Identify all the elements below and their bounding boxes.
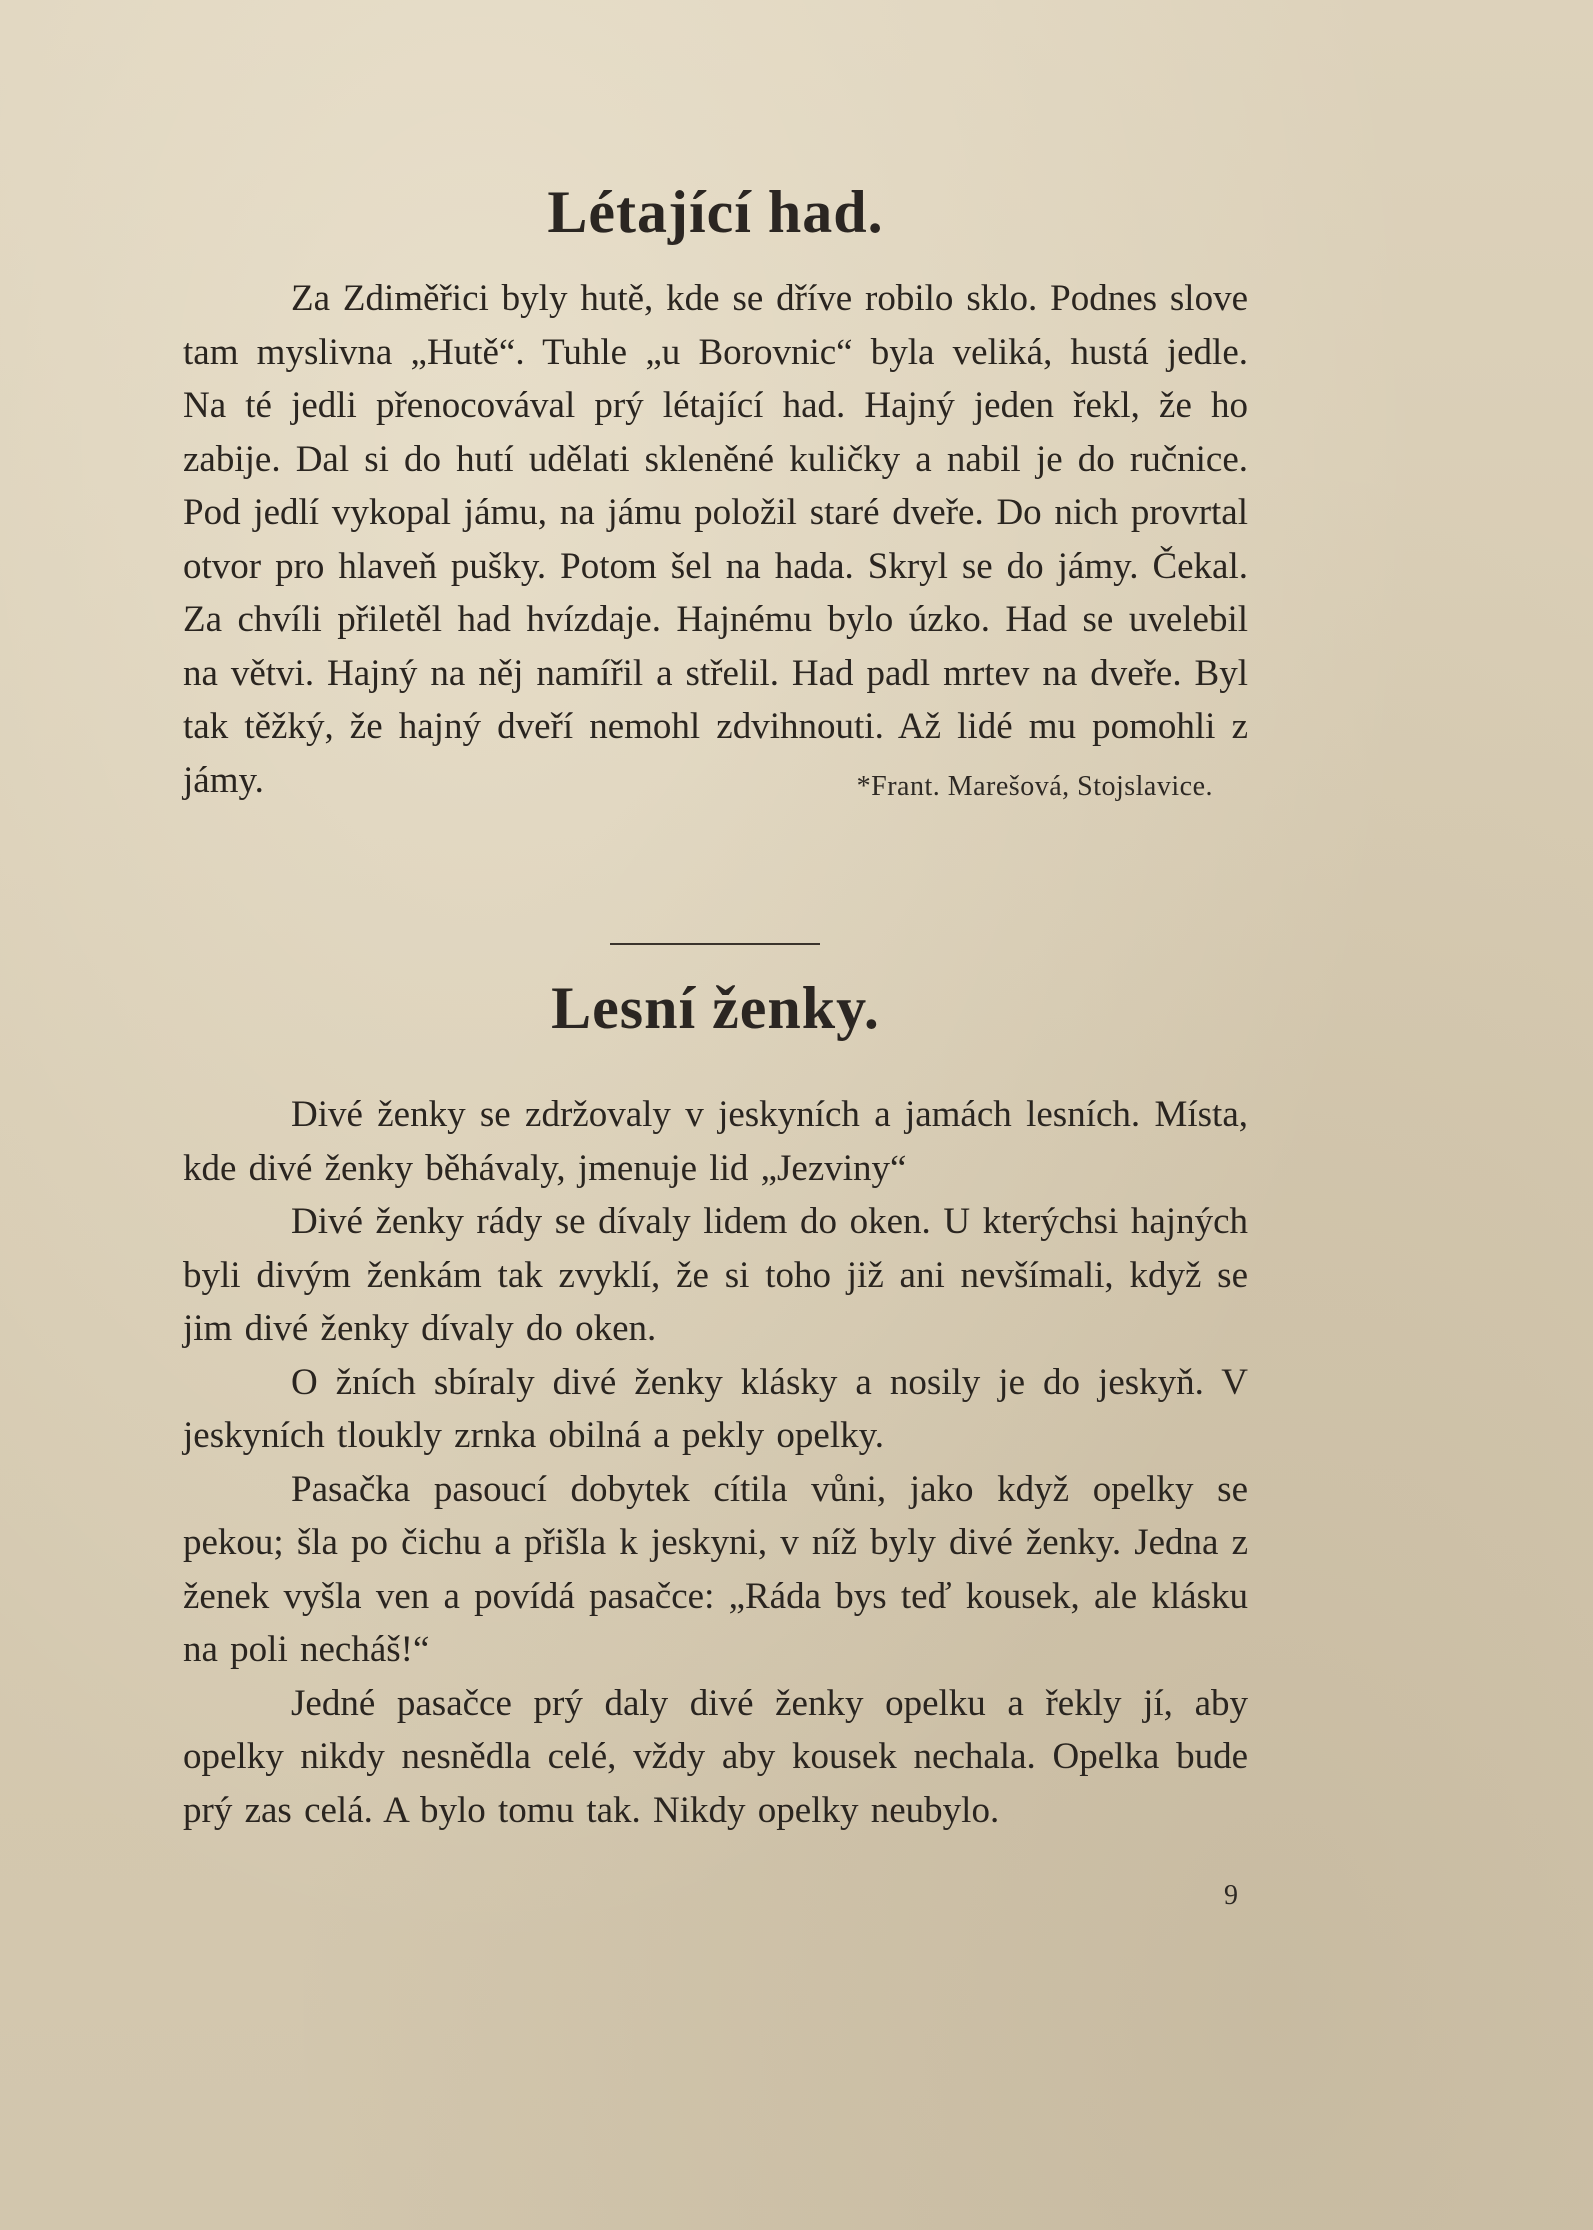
story-paragraph: Divé ženky se zdržovaly v jeskyních a jamách lesních. Místa, kde divé ženky běhávaly, jmenuje lid „Jezviny“	[183, 1094, 1248, 1189]
author-attribution: *Frant. Marešová, Stojslavice.	[856, 771, 1213, 802]
story-paragraph: Divé ženky rády se dívaly lidem do oken. U kterýchsi hajných byli divým ženkám tak zvyklí, že si toho již ani nevšímali, když se jim divé ženky dívaly do oken.	[183, 1201, 1248, 1349]
story-paragraph: O žních sbíraly divé ženky klásky a nosily je do jeskyň. V jeskyních tloukly zrnka obilná a pekly opelky.	[183, 1361, 1248, 1456]
page-number: 9	[1224, 1880, 1238, 1911]
story-paragraph: Jedné pasačce prý daly divé ženky opelku a řekly jí, aby opelky nikdy nesnědla celé, vždy aby kousek nechala. Opelka bude prý zas celá. A bylo tomu tak. Nikdy opelky neubylo.	[183, 1682, 1248, 1831]
story-title: Lesní ženky.	[551, 975, 880, 1041]
story-body-wrap	[183, 272, 1248, 807]
story-title: Létající had.	[547, 179, 884, 245]
story-paragraph: Pasačka pasoucí dobytek cítila vůni, jako když opelky se pekou; šla po čichu a přišla k jeskyni, v níž byly divé ženky. Jedna z ženek vyšla ven a povídá pasačce: „Ráda bys teď kousek, ale klásku na poli necháš!“	[183, 1468, 1248, 1670]
story-lesni-zenky	[183, 975, 1248, 1837]
story-paragraph: Za Zdiměřici byly hutě, kde se dříve robilo sklo. Podnes slove tam myslivna „Hutě“. Tuhle „u Borovnic“ byla veliká, hustá jedle. Na té jedli přenocovával prý létající had. Hajný jeden řekl, že ho zabije. Dal si do hutí udělati skleněné kuličky a nabil je do ručnice. Pod jedlí vykopal jámu, na jámu položil staré dveře. Do nich provrtal otvor pro hlaveň pušky. Potom šel na hada. Skryl se do jámy. Čekal. Za chvíli přiletěl had hvízdaje. Hajnému bylo úzko. Had se uvelebil na větvi. Hajný na něj namířil a střelil. Had padl mrtev na dveře. Byl tak těžký, že hajný dveří nemohl zdvihnouti. Až lidé mu pomohli z jámy.	[183, 278, 1248, 801]
section-divider	[610, 943, 820, 945]
story-letajici-had	[183, 179, 1248, 807]
